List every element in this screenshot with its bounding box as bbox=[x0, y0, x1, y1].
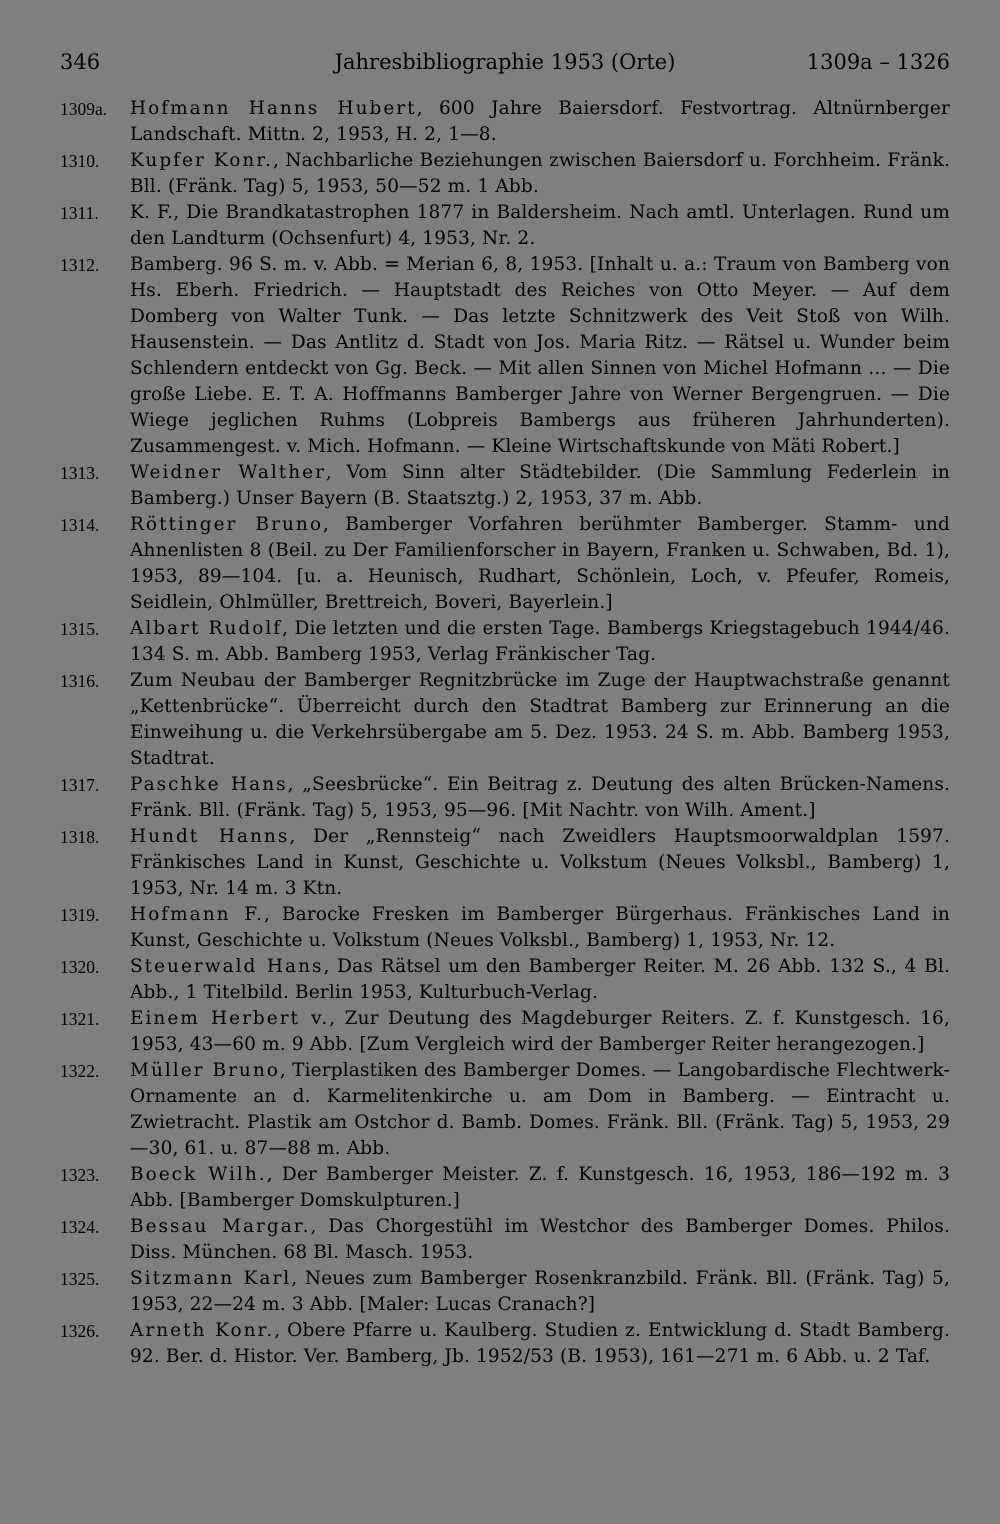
bibliography-entry bbox=[60, 772, 950, 824]
entry-number: 1315. bbox=[60, 619, 100, 639]
entry-citation: , „Seesbrücke“. Ein Beitrag z. Deutung des alten Brücken-Namens. Fränk. Bll. (Fränk. Tag) 5, 1953, 95—96. [Mit Nachtr. von Wilh. Ament.] bbox=[130, 774, 951, 821]
entry-author: Bessau Margar. bbox=[130, 1216, 311, 1237]
entry-number: 1311. bbox=[60, 203, 99, 223]
entry-text bbox=[130, 148, 950, 200]
entry-author: Albart Rudolf bbox=[130, 618, 283, 639]
entry-text bbox=[130, 512, 950, 616]
entry-citation: Bamberg. 96 S. m. v. Abb. = Merian 6, 8, 1953. [Inhalt u. a.: Traum von Bamberg von Hs. Eberh. Friedrich. — Hauptstadt des Reiches von Otto Meyer. — Auf dem Domberg von Walter Tunk. — Das letzte Schnitzwerk des Veit Stoß von Wilh. Hausenstein. — Das Antlitz d. Stadt von Jos. Maria Ritz. — Rätsel u. Wunder beim Schlendern entdeckt von Gg. Beck. — Mit allen Sinnen von Michel Hofmann ... — Die große Liebe. E. T. A. Hoffmanns Bamberger Jahre von Werner Bergengruen. — Die Wiege jeglichen Ruhms (Lobpreis Bambergs aus früheren Jahrhunderten). Zusammengest. v. Mich. Hofmann. — Kleine Wirtschaftskunde von Mäti Robert.] bbox=[130, 254, 950, 457]
entry-text bbox=[130, 1162, 950, 1214]
bibliography-entry bbox=[60, 616, 950, 668]
entry-number: 1309a. bbox=[60, 99, 108, 119]
entry-citation: , Das Chorgestühl im Westchor des Bamberger Domes. Philos. Diss. München. 68 Bl. Masch. 1953. bbox=[130, 1216, 950, 1263]
entry-text bbox=[130, 824, 950, 902]
bibliography-entry bbox=[60, 824, 950, 902]
entry-number: 1317. bbox=[60, 775, 100, 795]
entry-citation: , Zur Deutung des Magdeburger Reiters. Z. f. Kunstgesch. 16, 1953, 43—60 m. 9 Abb. [Zum Vergleich wird der Bamberger Reiter herangezogen.] bbox=[130, 1008, 951, 1055]
bibliography-entry bbox=[60, 460, 950, 512]
bibliography-entry bbox=[60, 1162, 950, 1214]
bibliography-entry bbox=[60, 1266, 950, 1318]
entry-number: 1312. bbox=[60, 255, 100, 275]
entry-text bbox=[130, 954, 950, 1006]
page-header bbox=[60, 50, 950, 84]
entry-citation: , Der „Rennsteig“ nach Zweidlers Hauptsmoorwaldplan 1597. Fränkisches Land in Kunst, Geschichte u. Volkstum (Neues Volksbl., Bamberg) 1, 1953, Nr. 14 m. 3 Ktn. bbox=[130, 826, 950, 899]
entry-text bbox=[130, 772, 950, 824]
entry-citation: , Die letzten und die ersten Tage. Bambergs Kriegstagebuch 1944/46. 134 S. m. Abb. Bamberg 1953, Verlag Fränkischer Tag. bbox=[130, 618, 950, 665]
bibliography-entry bbox=[60, 1006, 950, 1058]
entry-citation: , 600 Jahre Baiersdorf. Festvortrag. Altnürnberger Landschaft. Mittn. 2, 1953, H. 2, 1—8. bbox=[130, 98, 950, 145]
entry-author: Boeck Wilh. bbox=[130, 1164, 267, 1185]
entry-text bbox=[130, 460, 950, 512]
entry-text bbox=[130, 1318, 950, 1370]
entry-number: 1316. bbox=[60, 671, 100, 691]
entry-number: 1324. bbox=[60, 1217, 100, 1237]
entry-text bbox=[130, 1058, 950, 1162]
entry-author: Weidner Walther bbox=[130, 462, 326, 483]
entry-text bbox=[130, 1006, 950, 1058]
entry-citation: , Barocke Fresken im Bamberger Bürgerhaus. Fränkisches Land in Kunst, Geschichte u. Volkstum (Neues Volksbl., Bamberg) 1, 1953, Nr. 12. bbox=[130, 904, 950, 951]
entry-text bbox=[130, 200, 950, 252]
entry-number: 1321. bbox=[60, 1009, 100, 1029]
bibliography-entry bbox=[60, 668, 950, 772]
entry-text bbox=[130, 1266, 950, 1318]
entry-number: 1323. bbox=[60, 1165, 100, 1185]
bibliography-entry bbox=[60, 252, 950, 460]
entry-text bbox=[130, 1214, 950, 1266]
entry-number: 1325. bbox=[60, 1269, 100, 1289]
entry-citation: , Vom Sinn alter Städtebilder. (Die Sammlung Federlein in Bamberg.) Unser Bayern (B. Staatsztg.) 2, 1953, 37 m. Abb. bbox=[130, 462, 950, 509]
entry-text bbox=[130, 668, 950, 772]
bibliography-entry bbox=[60, 512, 950, 616]
bibliography-entry bbox=[60, 1214, 950, 1266]
entry-citation: , Neues zum Bamberger Rosenkranzbild. Fränk. Bll. (Fränk. Tag) 5, 1953, 22—24 m. 3 Abb. [Maler: Lucas Cranach?] bbox=[130, 1268, 950, 1315]
entry-range: 1309a – 1326 bbox=[806, 50, 950, 74]
entry-author: Müller Bruno bbox=[130, 1060, 280, 1081]
entry-author: Arneth Konr. bbox=[130, 1320, 275, 1341]
entry-number: 1318. bbox=[60, 827, 100, 847]
entry-number: 1322. bbox=[60, 1061, 100, 1081]
entry-author: Hofmann F. bbox=[130, 904, 265, 925]
entry-citation: , Obere Pfarre u. Kaulberg. Studien z. Entwicklung d. Stadt Bamberg. 92. Ber. d. Histor. Ver. Bamberg, Jb. 1952/53 (B. 1953), 161—271 m. 6 Abb. u. 2 Taf. bbox=[130, 1320, 950, 1367]
entry-citation: , Der Bamberger Meister. Z. f. Kunstgesch. 16, 1953, 186—192 m. 3 Abb. [Bamberger Domskulpturen.] bbox=[130, 1164, 950, 1211]
entry-citation: , Nachbarliche Beziehungen zwischen Baiersdorf u. Forchheim. Fränk. Bll. (Fränk. Tag) 5, 1953, 50—52 m. 1 Abb. bbox=[130, 150, 951, 197]
entry-author: Röttinger Bruno bbox=[130, 514, 323, 535]
entry-text bbox=[130, 902, 950, 954]
entry-citation: , Bamberger Vorfahren berühmter Bamberger. Stamm- und Ahnenlisten 8 (Beil. zu Der Familienforscher in Bayern, Franken u. Schwaben, Bd. 1), 1953, 89—104. [u. a. Heunisch, Rudhart, Schönlein, Loch, v. Pfeufer, Romeis, Seidlein, Ohlmüller, Brettreich, Boveri, Bayerlein.] bbox=[130, 514, 950, 613]
entry-number: 1320. bbox=[60, 957, 100, 977]
entry-text bbox=[130, 616, 950, 668]
entry-number: 1319. bbox=[60, 905, 100, 925]
entry-number: 1314. bbox=[60, 515, 100, 535]
entry-text bbox=[130, 96, 950, 148]
entry-author: Hundt Hanns bbox=[130, 826, 290, 847]
entry-citation: K. F., Die Brandkatastrophen 1877 in Baldersheim. Nach amtl. Unterlagen. Rund um den Landturm (Ochsenfurt) 4, 1953, Nr. 2. bbox=[130, 202, 950, 249]
entry-number: 1310. bbox=[60, 151, 100, 171]
entry-author: Kupfer Konr. bbox=[130, 150, 273, 171]
bibliography-entry bbox=[60, 954, 950, 1006]
entry-text bbox=[130, 252, 950, 460]
page-number: 346 bbox=[60, 50, 101, 74]
entry-citation: , Tierplastiken des Bamberger Domes. — Langobardische Flechtwerk-Ornamente an d. Karmelitenkirche u. am Dom in Bamberg. — Eintracht u. Zwietracht. Plastik am Ostchor d. Bamb. Domes. Fränk. Bll. (Fränk. Tag) 5, 1953, 29—30, 61. u. 87—88 m. Abb. bbox=[130, 1060, 950, 1159]
entry-number: 1313. bbox=[60, 463, 100, 483]
bibliography-entry bbox=[60, 96, 950, 148]
bibliography-entry bbox=[60, 1318, 950, 1370]
entry-author: Sitzmann Karl bbox=[130, 1268, 292, 1289]
bibliography-entry bbox=[60, 148, 950, 200]
entry-author: Hofmann Hanns Hubert bbox=[130, 98, 417, 119]
entry-author: Einem Herbert v. bbox=[130, 1008, 330, 1029]
bibliography-entry bbox=[60, 1058, 950, 1162]
entry-citation: , Das Rätsel um den Bamberger Reiter. M. 26 Abb. 132 S., 4 Bl. Abb., 1 Titelbild. Berlin 1953, Kulturbuch-Verlag. bbox=[130, 956, 950, 1003]
entry-author: Paschke Hans bbox=[130, 774, 288, 795]
running-title: Jahresbibliographie 1953 (Orte) bbox=[334, 50, 676, 74]
entry-number: 1326. bbox=[60, 1321, 100, 1341]
bibliography-entry bbox=[60, 200, 950, 252]
bibliography-list bbox=[60, 96, 950, 1370]
entry-citation: Zum Neubau der Bamberger Regnitzbrücke im Zuge der Hauptwachstraße genannt „Kettenbrücke“. Überreicht durch den Stadtrat Bamberg zur Erinnerung an die Einweihung u. die Verkehrsübergabe am 5. Dez. 1953. 24 S. m. Abb. Bamberg 1953, Stadtrat. bbox=[130, 670, 950, 769]
entry-author: Steuerwald Hans bbox=[130, 956, 324, 977]
bibliography-entry bbox=[60, 902, 950, 954]
